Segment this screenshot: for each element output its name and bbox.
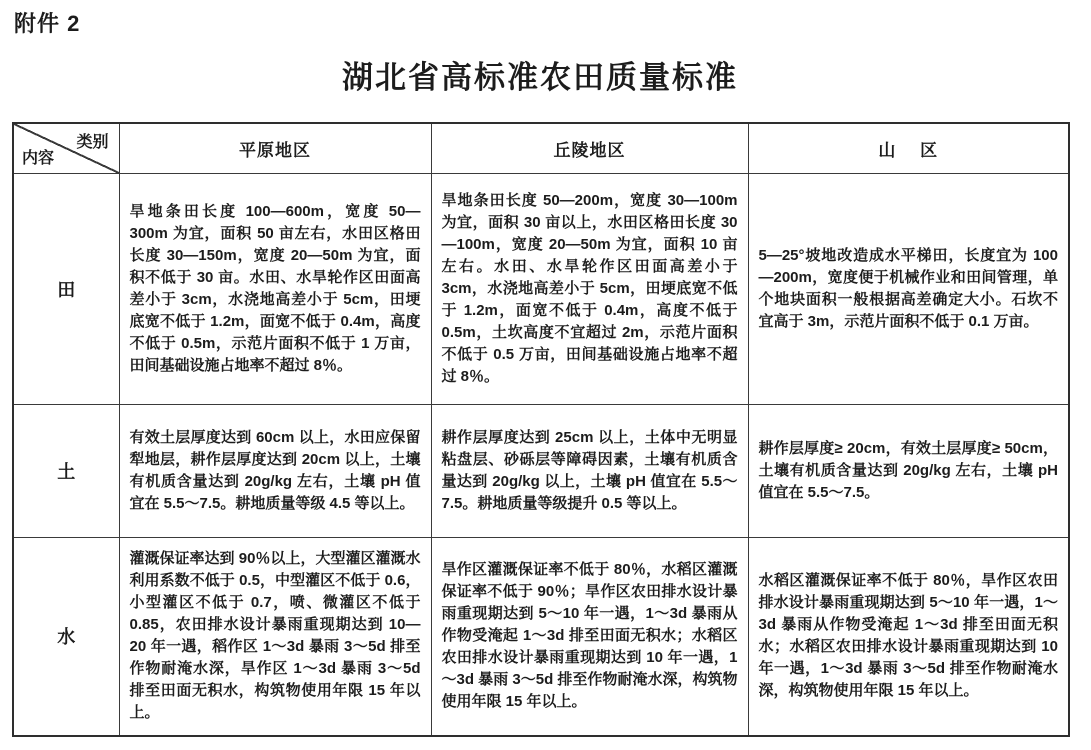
table-row-soil — [13, 404, 1069, 537]
corner-content-label: 内容 — [22, 149, 55, 167]
table-header-row — [13, 123, 1069, 173]
cell-field-plain: 旱地条田长度 100—600m，宽度 50—300m 为宜，面积 50 亩左右，水田区格田长度 30—150m，宽度 20—50m 为宜，面积不低于 30 亩。水田、水旱轮作区田面高差小于 3cm，水浇地高差小于 5cm，田埂底宽不低于 1.2m，面宽不低于 0.4m，高度不低于 0.5m，示范片面积不低于 1 万亩，田间基础设施占地率不超过 8％。 — [119, 173, 431, 404]
table-row-field — [13, 173, 1069, 404]
row-category-water: 水 — [13, 537, 119, 736]
cell-water-plain: 灌溉保证率达到 90％以上，大型灌区灌溉水利用系数不低于 0.5，中型灌区不低于 0.6，小型灌区不低于 0.7，喷、微灌区不低于 0.85，农田排水设计暴雨重现期达到 10—20 年一遇，稻作区 1～3d 暴雨 3～5d 排至作物耐淹水深，旱作区 1～3d 暴雨 3～5d 排至田面无积水，构筑物使用年限 15 年以上。 — [119, 537, 431, 736]
attachment-label: 附件 2 — [14, 11, 81, 36]
cell-soil-plain: 有效土层厚度达到 60cm 以上，水田应保留犁地层，耕作层厚度达到 20cm 以上，土壤有机质含量达到 20g/kg 左右，土壤 pH 值宜在 5.5～7.5。耕地质量等级 4.5 等以上。 — [119, 404, 431, 537]
corner-header-cell — [13, 123, 119, 173]
row-category-soil: 土 — [13, 404, 119, 537]
column-header-mountain: 山 区 — [748, 123, 1069, 173]
table-row-water — [13, 537, 1069, 736]
corner-category-label: 类别 — [76, 134, 109, 151]
row-category-field: 田 — [13, 173, 119, 404]
cell-field-hilly: 旱地条田长度 50—200m，宽度 30—100m 为宜，面积 30 亩以上，水田区格田长度 30—100m，宽度 20—50m 为宜，面积 10 亩左右。水田、水旱轮作区田面高差小于 3cm，水浇地高差小于 5cm，田埂底宽不低于 1.2m，面宽不低于 0.4m，高度不低于 0.5m，土坎高度不宜超过 2m，示范片面积不低于 0.5 万亩，田间基础设施占地率不超过 8％。 — [431, 173, 748, 404]
column-header-plain: 平原地区 — [119, 123, 431, 173]
standards-table — [12, 122, 1070, 737]
cell-water-hilly: 旱作区灌溉保证率不低于 80％，水稻区灌溉保证率不低于 90％；旱作区农田排水设计暴雨重现期达到 5～10 年一遇，1～3d 暴雨从作物受淹起 1～3d 排至田面无积水；水稻区农田排水设计暴雨重现期达到 10 年一遇，1～3d 暴雨 3～5d 排至作物耐淹水深，构筑物使用年限 15 年以上。 — [431, 537, 748, 736]
column-header-hilly: 丘陵地区 — [431, 123, 748, 173]
page-title: 湖北省高标准农田质量标准 — [342, 60, 738, 95]
cell-soil-mountain: 耕作层厚度≥ 20cm，有效土层厚度≥ 50cm，土壤有机质含量达到 20g/kg 左右，土壤 pH 值宜在 5.5～7.5。 — [748, 404, 1069, 537]
cell-field-mountain: 5—25°坡地改造成水平梯田，长度宜为 100—200m，宽度便于机械作业和田间管理，单个地块面积一般根据高差确定大小。石坎不宜高于 3m，示范片面积不低于 0.1 万亩。 — [748, 173, 1069, 404]
cell-soil-hilly: 耕作层厚度达到 25cm 以上，土体中无明显粘盘层、砂砾层等障碍因素，土壤有机质含量达到 20g/kg 以上，土壤 pH 值宜在 5.5～7.5。耕地质量等级提升 0.5 等以上。 — [431, 404, 748, 537]
cell-water-mountain: 水稻区灌溉保证率不低于 80％，旱作区农田排水设计暴雨重现期达到 5～10 年一遇，1～3d 暴雨从作物受淹起 1～3d 排至田面无积水；水稻区农田排水设计暴雨重现期达到 10 年一遇，1～3d 暴雨 3～5d 排至作物耐淹水深，构筑物使用年限 15 年以上。 — [748, 537, 1069, 736]
